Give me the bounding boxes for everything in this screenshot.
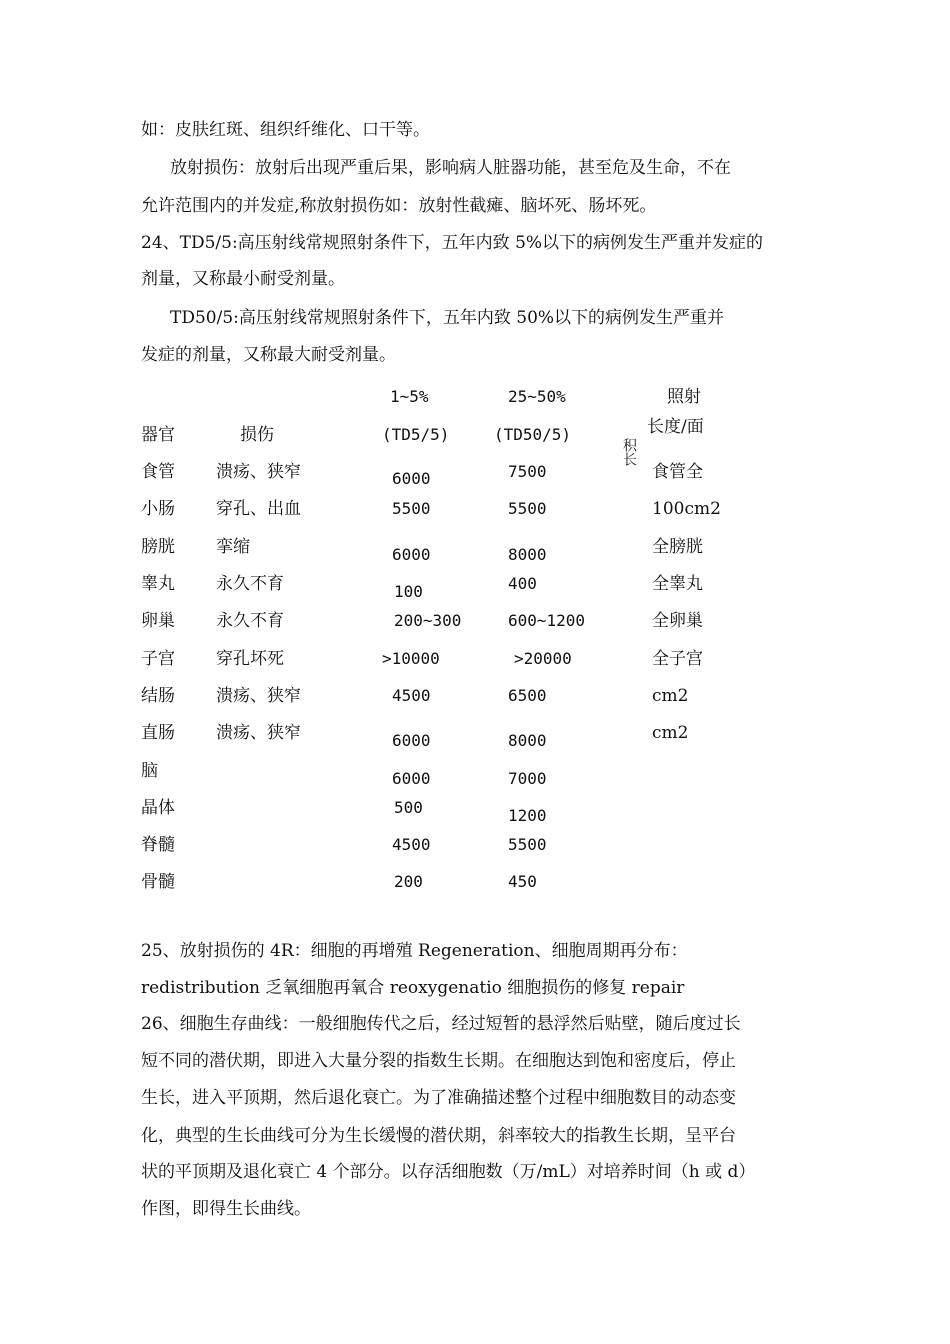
cell-area: 全睾丸	[652, 574, 703, 594]
cell-injury: 永久不育	[216, 611, 284, 631]
cell-td5: 6000	[392, 731, 431, 750]
cell-organ: 脑	[141, 761, 158, 781]
cell-area: 食管全	[652, 462, 703, 482]
paragraph-line: 26、细胞生存曲线：一般细胞传代之后，经过短暂的悬浮然后贴壁，随后度过长	[141, 1014, 741, 1034]
cell-injury: 穿孔、出血	[216, 499, 301, 519]
cell-injury: 溃疡、狭窄	[216, 723, 301, 743]
cell-area: cm2	[652, 723, 689, 743]
cell-td5: 6000	[392, 545, 431, 564]
cell-organ: 结肠	[141, 686, 175, 706]
header-area-mid: 长度/面	[647, 417, 704, 437]
paragraph-line: 作图，即得生长曲线。	[141, 1199, 311, 1219]
cell-injury: 挛缩	[216, 537, 250, 557]
paragraph-line: 24、TD5/5:高压射线常规照射条件下，五年内致 5%以下的病例发生严重并发症的	[141, 233, 764, 253]
cell-td50: 7000	[508, 769, 547, 788]
paragraph-line: redistribution 乏氧细胞再氧合 reoxygenatio 细胞损伤的修复 repair	[141, 978, 685, 998]
header-organ: 器官	[141, 425, 175, 445]
cell-organ: 骨髓	[141, 872, 175, 892]
cell-td50: 6500	[508, 686, 547, 705]
cell-organ: 睾丸	[141, 574, 175, 594]
cell-td5: 5500	[392, 499, 431, 518]
cell-organ: 直肠	[141, 723, 175, 743]
cell-injury: 溃疡、狭窄	[216, 462, 301, 482]
cell-td5: 200~300	[394, 611, 462, 630]
header-td5: (TD5/5)	[382, 425, 450, 444]
cell-area: cm2	[652, 686, 689, 706]
cell-organ: 膀胱	[141, 537, 175, 557]
cell-td50: 1200	[508, 806, 547, 825]
paragraph-line: 生长，进入平顶期，然后退化衰亡。为了准确描述整个过程中细胞数目的动态变	[141, 1088, 736, 1108]
paragraph-line: 化，典型的生长曲线可分为生长缓慢的潜伏期，斜率较大的指教生长期，呈平台	[141, 1126, 736, 1146]
cell-organ: 食管	[141, 462, 175, 482]
cell-td5: 4500	[392, 835, 431, 854]
header-area-vertical: 积长	[621, 438, 637, 466]
paragraph-line: 状的平顶期及退化衰亡 4 个部分。以存活细胞数（万/mL）对培养时间（h 或 d）	[141, 1162, 756, 1182]
cell-organ: 卵巢	[141, 611, 175, 631]
cell-organ: 脊髓	[141, 835, 175, 855]
cell-td5: 500	[394, 798, 423, 817]
cell-injury: 溃疡、狭窄	[216, 686, 301, 706]
cell-td50: 8000	[508, 731, 547, 750]
cell-td5: 100	[394, 582, 423, 601]
header-td50: (TD50/5)	[494, 425, 572, 444]
cell-organ: 子宫	[141, 649, 175, 669]
cell-td50: 450	[508, 872, 537, 891]
cell-td50: 5500	[508, 499, 547, 518]
cell-organ: 小肠	[141, 499, 175, 519]
header-td5-range: 1~5%	[390, 387, 429, 406]
paragraph-line: 25、放射损伤的 4R：细胞的再增殖 Regeneration、细胞周期再分布：	[141, 941, 688, 961]
cell-td50: >20000	[514, 649, 572, 668]
paragraph-line: TD50/5:高压射线常规照射条件下，五年内致 50%以下的病例发生严重并	[170, 308, 725, 328]
paragraph-line: 允许范围内的并发症,称放射损伤如：放射性截瘫、脑坏死、肠坏死。	[141, 196, 657, 216]
cell-organ: 晶体	[141, 798, 175, 818]
cell-area: 全子宫	[652, 649, 703, 669]
cell-td50: 8000	[508, 545, 547, 564]
header-injury: 损伤	[240, 425, 274, 445]
cell-td5: 4500	[392, 686, 431, 705]
paragraph-line: 放射损伤：放射后出现严重后果，影响病人脏器功能，甚至危及生命，不在	[170, 158, 731, 178]
header-td50-range: 25~50%	[508, 387, 566, 406]
cell-td5: 6000	[392, 769, 431, 788]
paragraph-line: 剂量，又称最小耐受剂量。	[141, 269, 345, 289]
cell-td5: 6000	[392, 469, 431, 488]
cell-td50: 400	[508, 574, 537, 593]
cell-injury: 永久不育	[216, 574, 284, 594]
cell-td50: 7500	[508, 462, 547, 481]
cell-td50: 600~1200	[508, 611, 586, 630]
cell-area: 全卵巢	[652, 611, 703, 631]
cell-td50: 5500	[508, 835, 547, 854]
paragraph-line: 发症的剂量，又称最大耐受剂量。	[141, 345, 396, 365]
cell-td5: 200	[394, 872, 423, 891]
header-area-top: 照射	[667, 387, 701, 407]
cell-area: 100cm2	[652, 499, 721, 519]
cell-td5: >10000	[382, 649, 440, 668]
paragraph-line: 如：皮肤红斑、组织纤维化、口干等。	[141, 120, 430, 140]
cell-injury: 穿孔坏死	[216, 649, 284, 669]
cell-area: 全膀胱	[652, 537, 703, 557]
paragraph-line: 短不同的潜伏期，即进入大量分裂的指数生长期。在细胞达到饱和密度后，停止	[141, 1051, 736, 1071]
